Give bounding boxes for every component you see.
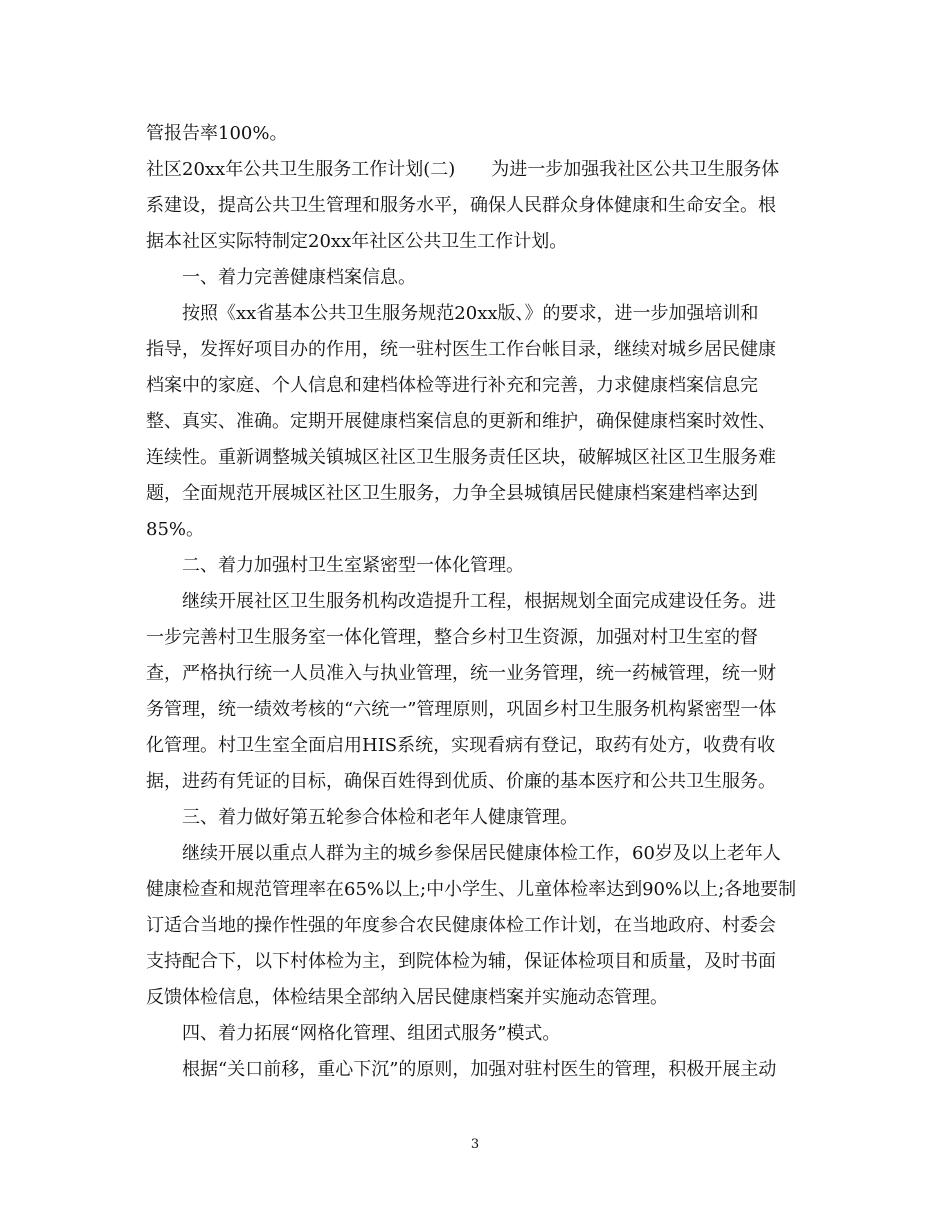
text-line: 据，进药有凭证的目标，确保百姓得到优质、价廉的基本医疗和公共卫生服务。 <box>146 771 776 792</box>
text-line: 支持配合下，以下村体检为主，到院体检为辅，保证体检项目和质量，及时书面 <box>146 951 776 972</box>
text-line: 一步完善村卫生服务室一体化管理，整合乡村卫生资源，加强对村卫生室的督 <box>146 627 758 648</box>
text-line: 查，严格执行统一人员准入与执业管理，统一业务管理，统一药械管理，统一财 <box>146 663 776 684</box>
heading-line: 二、着力加强村卫生室紧密型一体化管理。 <box>182 555 524 576</box>
heading-line: 三、着力做好第五轮参合体检和老年人健康管理。 <box>182 807 578 828</box>
text-line: 化管理。村卫生室全面启用HIS系统，实现看病有登记，取药有处方，收费有收 <box>146 735 776 756</box>
text-line: 据本社区实际特制定20xx年社区公共卫生工作计划。 <box>146 231 568 252</box>
text-line: 健康检查和规范管理率在65%以上;中小学生、儿童体检率达到90%以上;各地要制 <box>146 879 797 900</box>
document-body <box>146 116 806 1088</box>
text-line: 订适合当地的操作性强的年度参合农民健康体检工作计划，在当地政府、村委会 <box>146 915 776 936</box>
text-line: 题，全面规范开展城区社区卫生服务，力争全县城镇居民健康档案建档率达到 <box>146 483 758 504</box>
text-line: 指导，发挥好项目办的作用，统一驻村医生工作台帐目录，继续对城乡居民健康 <box>146 339 776 360</box>
paragraph-start-line: 继续开展社区卫生服务机构改造提升工程，根据规划全面完成建设任务。进 <box>182 591 776 612</box>
text-line: 务管理，统一绩效考核的“六统一”管理原则，巩固乡村卫生服务机构紧密型一体 <box>146 699 777 720</box>
paragraph-start-line: 根据“关口前移，重心下沉”的原则，加强对驻村医生的管理，积极开展主动 <box>182 1059 777 1080</box>
text-line: 整、真实、准确。定期开展健康档案信息的更新和维护，确保健康档案时效性、 <box>146 411 776 432</box>
text-line: 连续性。重新调整城关镇城区社区卫生服务责任区块，破解城区社区卫生服务难 <box>146 447 776 468</box>
text-line: 反馈体检信息，体检结果全部纳入居民健康档案并实施动态管理。 <box>146 987 668 1008</box>
heading-line: 四、着力拓展“网格化管理、组团式服务”模式。 <box>182 1023 561 1044</box>
paragraph-start-line: 继续开展以重点人群为主的城乡参保居民健康体检工作，60岁及以上老年人 <box>182 843 781 864</box>
heading-line: 一、着力完善健康档案信息。 <box>182 267 416 288</box>
page-number: 3 <box>470 1137 480 1152</box>
text-line: 管报告率100%。 <box>146 123 288 144</box>
section-title-line: 社区20xx年公共卫生服务工作计划(二) 为进一步加强我社区公共卫生服务体 <box>146 159 780 180</box>
text-line: 档案中的家庭、个人信息和建档体检等进行补充和完善，力求健康档案信息完 <box>146 375 758 396</box>
paragraph-start-line: 按照《xx省基本公共卫生服务规范20xx版、》的要求，进一步加强培训和 <box>182 303 759 324</box>
text-line: 85%。 <box>146 519 205 540</box>
text-line: 系建设，提高公共卫生管理和服务水平，确保人民群众身体健康和生命安全。根 <box>146 195 776 216</box>
